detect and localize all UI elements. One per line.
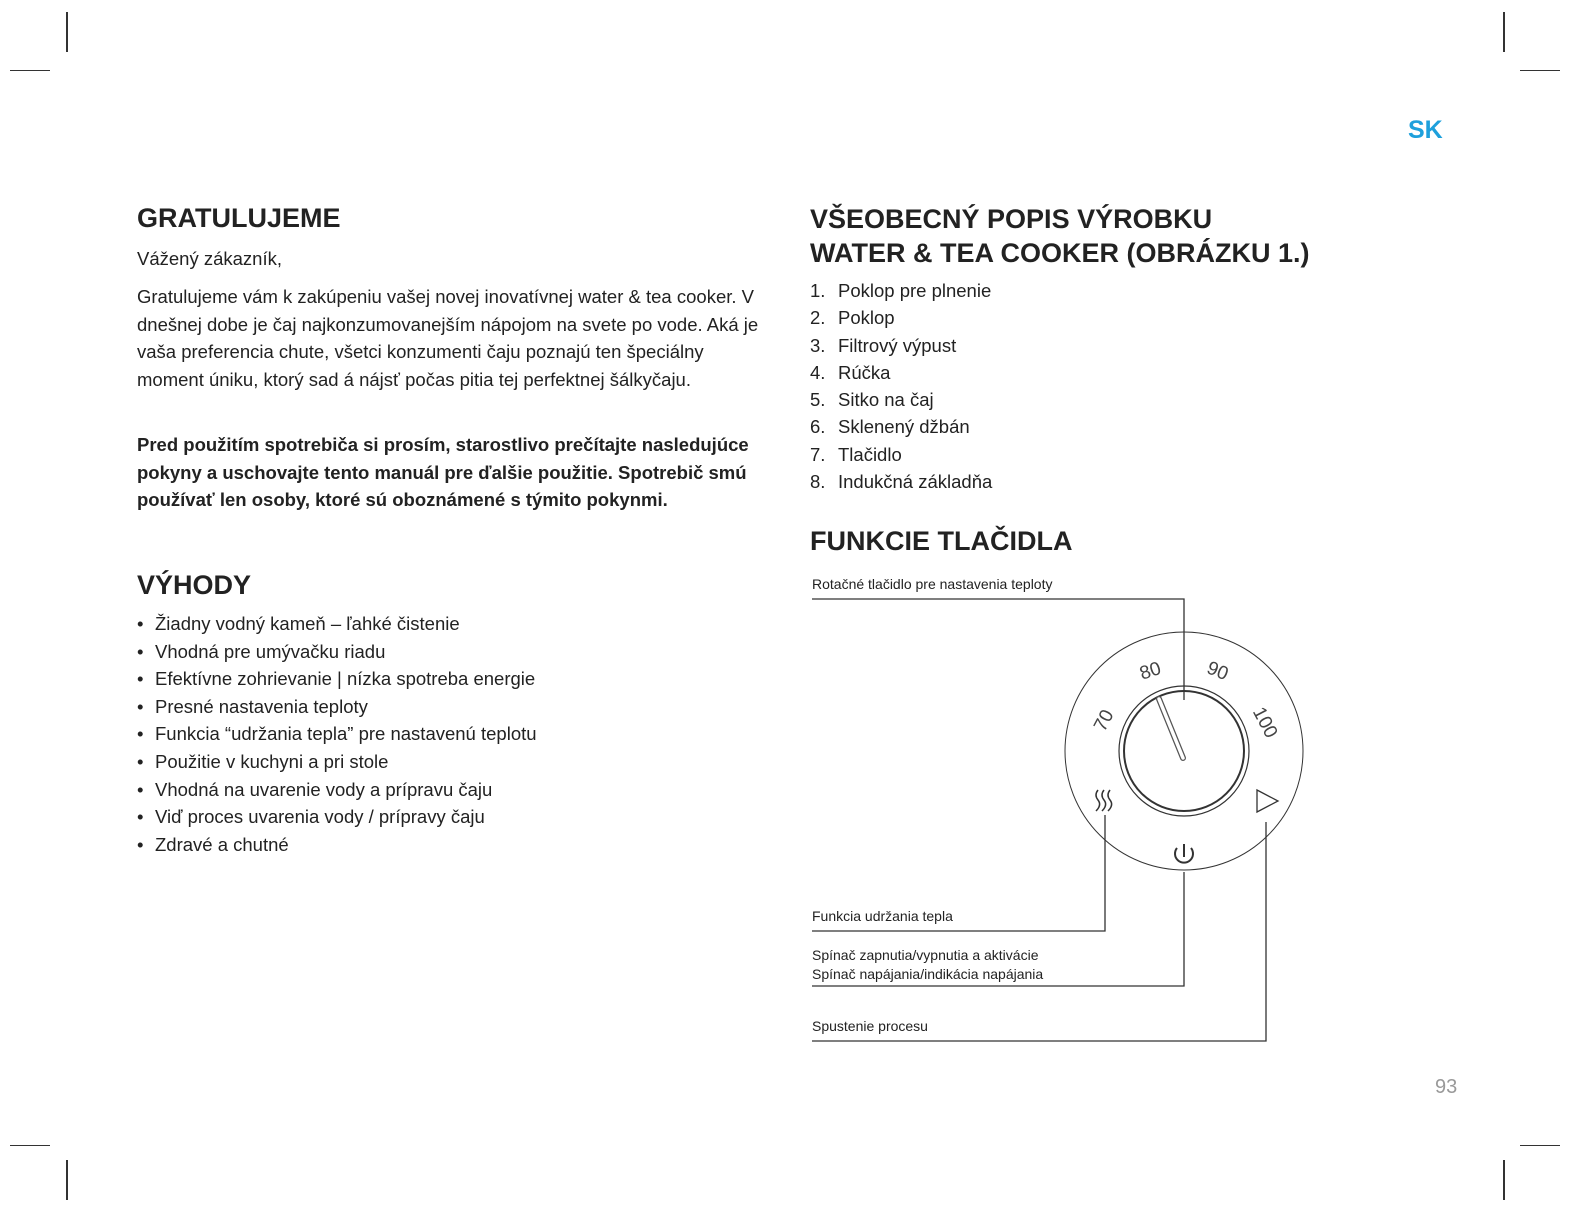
- intro-paragraph: Gratulujeme vám k zakúpeniu vašej novej inovatívnej water & tea cooker. V dnešnej dobe je čaj najkonzumovanejším nápojom na svete po vode. Aká je vaša preferencia chute, všetci konzumenti čaju poznajú ten špeciálny moment úniku, ktorý sad á nájsť počas pitia tej perfektnej šálkyčaju.: [137, 286, 759, 390]
- part-number: 6.: [810, 416, 826, 438]
- salutation: Vážený zákazník,: [137, 248, 282, 269]
- knob-ring-inner: [1124, 691, 1244, 811]
- power-icon: [1175, 844, 1193, 863]
- benefit-item: • Presné nastavenia teploty: [137, 693, 537, 721]
- knob-pointer-highlight: [1159, 699, 1183, 758]
- leader-line-rotary: [812, 599, 1184, 700]
- part-label: Poklop pre plnenie: [838, 280, 992, 301]
- heading-congratulations: GRATULUJEME: [137, 203, 341, 233]
- part-label: Sitko na čaj: [838, 389, 934, 411]
- heading-benefits: VÝHODY: [137, 570, 252, 600]
- part-number: 5.: [810, 389, 826, 411]
- part-label: Poklop: [838, 307, 895, 329]
- benefit-item: • Žiadny vodný kameň – ľahké čistenie: [137, 610, 537, 638]
- part-number: 2.: [810, 307, 826, 329]
- label-keep-warm: Funkcia udržania tepla: [812, 908, 953, 924]
- part-number: 1.: [810, 280, 826, 301]
- knob-ring-outer: [1119, 686, 1249, 816]
- heading-description-1: VŠEOBECNÝ POPIS VÝROBKU: [810, 204, 1213, 234]
- part-number: 4.: [810, 361, 826, 383]
- leader-line-power: [812, 872, 1184, 986]
- play-icon: [1257, 790, 1278, 812]
- tick-label: 100: [1247, 703, 1282, 742]
- language-badge: SK: [1408, 116, 1443, 144]
- benefit-item: • Vhodná na uvarenie vody a prípravu čaju: [137, 776, 537, 804]
- label-power-switch: Spínač zapnutia/vypnutia a aktivácie: [812, 947, 1039, 963]
- part-number: 3.: [810, 334, 826, 356]
- part-number: 7.: [810, 443, 826, 465]
- part-label: Filtrový výpust: [838, 334, 957, 356]
- leader-line-keep-warm: [812, 815, 1105, 931]
- part-label: Indukčná základňa: [838, 471, 993, 493]
- benefit-item: • Použitie v kuchyni a pri stole: [137, 748, 537, 776]
- benefit-item: • Funkcia “udržania tepla” pre nastavenú teplotu: [137, 720, 537, 748]
- label-power-indicator: Spínač napájania/indikácia napájania: [812, 966, 1044, 982]
- part-number: 8.: [810, 471, 826, 493]
- benefit-item: • Zdravé a chutné: [137, 831, 537, 859]
- heading-button-functions: FUNKCIE TLAČIDLA: [810, 526, 1073, 556]
- tick-label: 90: [1203, 657, 1232, 686]
- tick-label: 80: [1137, 658, 1164, 685]
- part-label: Sklenený džbán: [838, 416, 970, 438]
- label-rotary-knob: Rotačné tlačidlo pre nastavenia teploty: [812, 576, 1053, 592]
- benefit-item: • Viď proces uvarenia vody / prípravy čaju: [137, 803, 537, 831]
- keep-warm-icon: [1096, 790, 1112, 811]
- part-label: Rúčka: [838, 361, 891, 383]
- part-label: Tlačidlo: [838, 443, 902, 465]
- page-number: 93: [1435, 1076, 1458, 1098]
- warning-paragraph: Pred použitím spotrebiča si prosím, starostlivo prečítajte nasledujúce pokyny a uschovajte tento manuál pre ďalšie použitie. Spotrebič smú používať len osoby, ktoré sú oboznámené s týmito pokynmi.: [137, 434, 749, 510]
- label-start: Spustenie procesu: [812, 1018, 928, 1034]
- heading-description-2: WATER & TEA COOKER (OBRÁZKU 1.): [810, 238, 1310, 268]
- benefit-item: • Efektívne zohrievanie | nízka spotreba energie: [137, 665, 537, 693]
- tick-label: 70: [1090, 706, 1119, 735]
- benefit-item: • Vhodná pre umývačku riadu: [137, 638, 537, 666]
